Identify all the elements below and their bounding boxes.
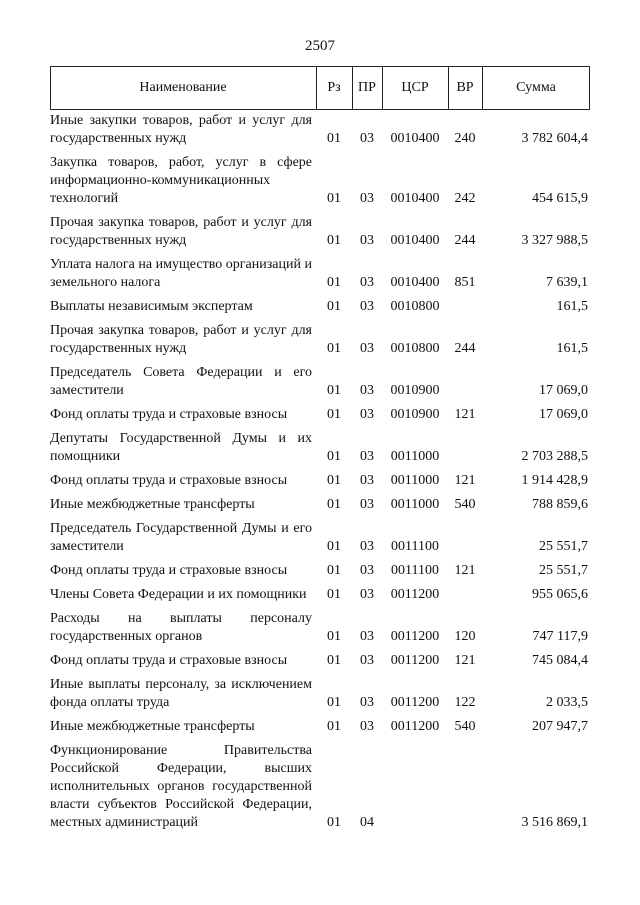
row-rz: 01	[327, 563, 341, 578]
row-rz: 01	[327, 449, 341, 464]
row-rz: 01	[327, 383, 341, 398]
row-sum: 17 069,0	[539, 383, 588, 398]
row-vr: 244	[454, 341, 476, 356]
row-sum: 25 551,7	[539, 539, 588, 554]
row-sum: 1 914 428,9	[521, 473, 588, 488]
row-rz: 01	[327, 275, 341, 290]
table-body	[50, 112, 590, 838]
row-rz: 01	[327, 299, 341, 314]
table-row	[50, 586, 590, 604]
table-row	[50, 562, 590, 580]
row-csr: 0010400	[390, 131, 440, 146]
row-rz: 01	[327, 695, 341, 710]
row-pr: 03	[360, 191, 374, 206]
row-pr: 04	[360, 815, 374, 830]
row-csr: 0011100	[391, 563, 439, 578]
table-row	[50, 496, 590, 514]
row-name: Председатель Совета Федерации и его заместители	[50, 365, 312, 398]
row-sum: 17 069,0	[539, 407, 588, 422]
row-rz: 01	[327, 719, 341, 734]
row-csr: 0011200	[390, 629, 440, 644]
row-csr: 0011100	[391, 539, 439, 554]
table-row	[50, 610, 590, 646]
row-csr: 0010900	[390, 407, 440, 422]
row-name: Члены Совета Федерации и их помощники	[50, 587, 307, 602]
row-vr: 244	[454, 233, 476, 248]
row-pr: 03	[360, 407, 374, 422]
table-row	[50, 154, 590, 208]
table-row	[50, 742, 590, 832]
row-sum: 454 615,9	[532, 191, 588, 206]
row-name: Депутаты Государственной Думы и их помощники	[50, 431, 312, 464]
row-rz: 01	[327, 191, 341, 206]
row-vr: 122	[454, 695, 476, 710]
row-rz: 01	[327, 497, 341, 512]
row-csr: 0010900	[390, 383, 440, 398]
row-vr: 242	[454, 191, 476, 206]
row-sum: 747 117,9	[532, 629, 588, 644]
row-sum: 3 516 869,1	[521, 815, 588, 830]
row-name: Фонд оплаты труда и страховые взносы	[50, 407, 288, 422]
table-row	[50, 520, 590, 556]
row-sum: 207 947,7	[532, 719, 588, 734]
header-name: Наименование	[139, 80, 227, 95]
row-rz: 01	[327, 815, 341, 830]
table-header	[50, 66, 590, 110]
table-row	[50, 472, 590, 490]
row-pr: 03	[360, 563, 374, 578]
row-rz: 01	[327, 131, 341, 146]
row-name: Закупка товаров, работ, услуг в сфере информационно-коммуникационных технологий	[50, 155, 312, 206]
row-pr: 03	[360, 719, 374, 734]
header-sum: Сумма	[516, 80, 556, 95]
row-vr: 540	[454, 497, 476, 512]
row-csr: 0010400	[390, 233, 440, 248]
table-row	[50, 652, 590, 670]
row-sum: 2 033,5	[546, 695, 588, 710]
row-rz: 01	[327, 233, 341, 248]
row-vr: 121	[454, 473, 476, 488]
row-rz: 01	[327, 629, 341, 644]
row-rz: 01	[327, 407, 341, 422]
row-pr: 03	[360, 449, 374, 464]
row-csr: 0011200	[390, 719, 440, 734]
row-csr: 0011200	[390, 653, 440, 668]
table-row	[50, 676, 590, 712]
row-rz: 01	[327, 587, 341, 602]
row-pr: 03	[360, 629, 374, 644]
table-row	[50, 112, 590, 148]
table-row	[50, 406, 590, 424]
row-name: Иные закупки товаров, работ и услуг для государственных нужд	[50, 113, 312, 146]
header-divider	[589, 67, 590, 109]
row-csr: 0010800	[390, 299, 440, 314]
row-pr: 03	[360, 695, 374, 710]
row-sum: 788 859,6	[532, 497, 588, 512]
row-vr: 240	[454, 131, 476, 146]
row-sum: 161,5	[556, 299, 588, 314]
row-vr: 851	[454, 275, 476, 290]
row-rz: 01	[327, 653, 341, 668]
row-csr: 0011000	[390, 473, 440, 488]
row-vr: 121	[454, 563, 476, 578]
row-name: Иные межбюджетные трансферты	[50, 719, 255, 734]
row-sum: 7 639,1	[546, 275, 588, 290]
table-row	[50, 364, 590, 400]
row-pr: 03	[360, 473, 374, 488]
page-number: 2507	[305, 38, 335, 54]
table-row	[50, 430, 590, 466]
row-sum: 3 782 604,4	[521, 131, 588, 146]
row-name: Фонд оплаты труда и страховые взносы	[50, 473, 288, 488]
row-rz: 01	[327, 539, 341, 554]
header-rz: Рз	[327, 80, 341, 95]
row-pr: 03	[360, 299, 374, 314]
row-name: Расходы на выплаты персоналу государственных органов	[50, 611, 312, 644]
row-name: Выплаты независимым экспертам	[50, 299, 253, 314]
row-pr: 03	[360, 383, 374, 398]
row-vr: 120	[454, 629, 476, 644]
row-csr: 0010800	[390, 341, 440, 356]
table-row	[50, 322, 590, 358]
row-pr: 03	[360, 497, 374, 512]
row-sum: 161,5	[556, 341, 588, 356]
row-csr: 0011000	[390, 449, 440, 464]
row-csr: 0011200	[390, 587, 440, 602]
row-name: Фонд оплаты труда и страховые взносы	[50, 653, 288, 668]
row-name: Прочая закупка товаров, работ и услуг для государственных нужд	[50, 323, 312, 356]
header-vr: ВР	[456, 80, 474, 95]
table-row	[50, 718, 590, 736]
header-pr: ПР	[358, 80, 376, 95]
table-row	[50, 256, 590, 292]
row-csr: 0011200	[390, 695, 440, 710]
row-rz: 01	[327, 473, 341, 488]
row-sum: 745 084,4	[532, 653, 588, 668]
row-pr: 03	[360, 275, 374, 290]
row-csr: 0011000	[390, 497, 440, 512]
row-pr: 03	[360, 233, 374, 248]
row-csr: 0010400	[390, 275, 440, 290]
row-pr: 03	[360, 653, 374, 668]
row-vr: 121	[454, 407, 476, 422]
table-row	[50, 214, 590, 250]
header-csr: ЦСР	[401, 80, 429, 95]
row-name: Председатель Государственной Думы и его заместители	[50, 521, 312, 554]
table-row	[50, 298, 590, 316]
row-sum: 955 065,6	[532, 587, 588, 602]
row-name: Уплата налога на имущество организаций и земельного налога	[50, 257, 312, 290]
row-csr: 0010400	[390, 191, 440, 206]
row-rz: 01	[327, 341, 341, 356]
row-vr: 121	[454, 653, 476, 668]
row-pr: 03	[360, 341, 374, 356]
row-pr: 03	[360, 539, 374, 554]
row-vr: 540	[454, 719, 476, 734]
row-name: Иные выплаты персоналу, за исключением фонда оплаты труда	[50, 677, 312, 710]
row-sum: 3 327 988,5	[521, 233, 588, 248]
row-name: Функционирование Правительства Российской Федерации, высших исполнительных органов государственной власти субъектов Российской Федерации, местных администраций	[50, 743, 312, 830]
row-sum: 2 703 288,5	[521, 449, 588, 464]
row-name: Прочая закупка товаров, работ и услуг для государственных нужд	[50, 215, 312, 248]
row-name: Иные межбюджетные трансферты	[50, 497, 255, 512]
row-sum: 25 551,7	[539, 563, 588, 578]
row-pr: 03	[360, 587, 374, 602]
row-name: Фонд оплаты труда и страховые взносы	[50, 563, 288, 578]
row-pr: 03	[360, 131, 374, 146]
